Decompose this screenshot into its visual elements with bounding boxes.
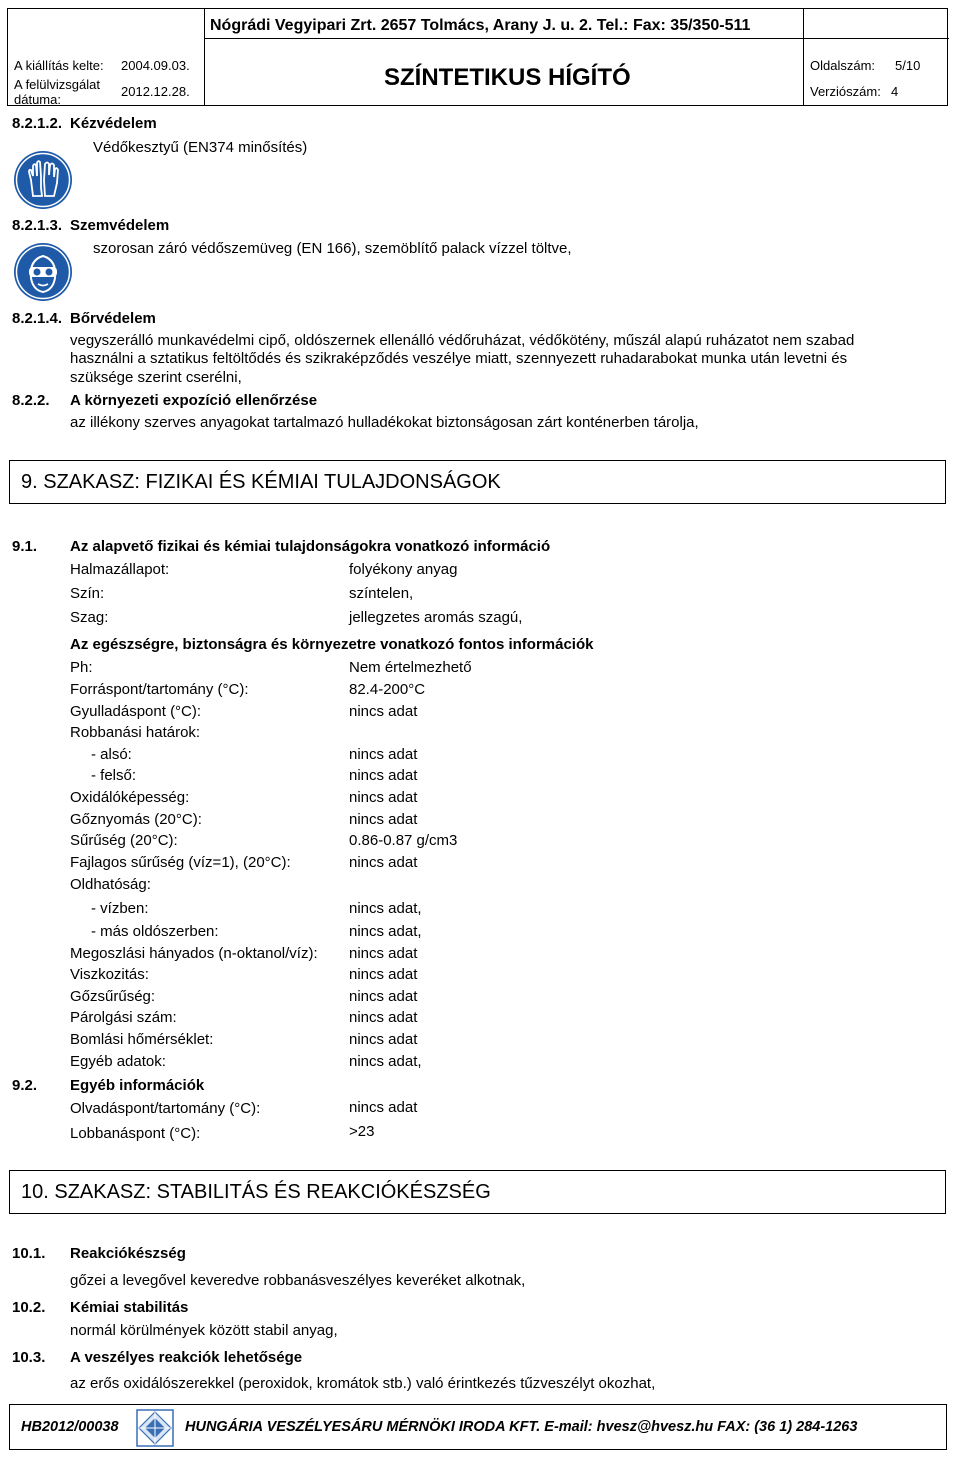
property-label: Gőznyomás (20°C):	[70, 811, 202, 828]
section-heading-text: 9. SZAKASZ: FIZIKAI ÉS KÉMIAI TULAJDONSÁGOK	[21, 471, 501, 493]
section-title: Kézvédelem	[70, 115, 157, 132]
product-title: SZÍNTETIKUS HÍGÍTÓ	[384, 64, 631, 91]
property-label: Megoszlási hányados (n-oktanol/víz):	[70, 945, 318, 962]
section-number: 9.2.	[12, 1077, 38, 1094]
property-value: nincs adat,	[349, 1053, 422, 1070]
document-code: HB2012/00038	[21, 1419, 119, 1435]
subheading: Az egészségre, biztonságra és környezetre vonatkozó fontos információk	[70, 636, 594, 653]
version-label: Verziószám:	[810, 84, 881, 99]
page-number-label: Oldalszám:	[810, 58, 876, 73]
company-line: Nógrádi Vegyipari Zrt. 2657 Tolmács, Arany J. u. 2. Tel.: Fax: 35/350-511	[210, 17, 751, 34]
property-label: Halmazállapot:	[70, 561, 170, 578]
page-number: 5/10	[895, 58, 921, 73]
header-divider	[204, 38, 949, 39]
property-label: Sűrűség (20°C):	[70, 832, 178, 849]
safety-goggles-icon	[13, 242, 73, 302]
review-date-label: A felülvizsgálat	[14, 77, 100, 92]
version-number: 4	[891, 84, 899, 99]
property-label: Robbanási határok:	[70, 724, 201, 741]
property-label: Oxidálóképesség:	[70, 789, 190, 806]
gloves-icon	[13, 150, 73, 210]
header-divider	[204, 9, 205, 105]
section-heading-text: 10. SZAKASZ: STABILITÁS ÉS REAKCIÓKÉSZSÉG	[21, 1181, 491, 1203]
section-number: 10.3.	[12, 1349, 46, 1366]
property-value: nincs adat	[349, 988, 418, 1005]
header-divider	[803, 9, 804, 105]
property-label: Gőzsűrűség:	[70, 988, 156, 1005]
issue-date: 2004.09.03.	[121, 58, 190, 73]
property-value: nincs adat	[349, 1031, 418, 1048]
section-title: Az alapvető fizikai és kémiai tulajdonságokra vonatkozó információ	[70, 538, 551, 555]
section-title: Kémiai stabilitás	[70, 1299, 189, 1316]
property-value: színtelen,	[349, 585, 414, 602]
section-title: Bőrvédelem	[70, 310, 156, 327]
paragraph-line: az illékony szerves anyagokat tartalmazó hulladékokat biztonságosan zárt konténerben tárolja,	[70, 414, 699, 431]
property-label: - vízben:	[91, 900, 149, 917]
paragraph-line: gőzei a levegővel keveredve robbanásveszélyes keveréket alkotnak,	[70, 1272, 526, 1289]
property-value: nincs adat,	[349, 923, 422, 940]
property-label: Oldhatóság:	[70, 876, 151, 893]
property-value: >23	[349, 1123, 375, 1140]
property-label: Ph:	[70, 659, 93, 676]
property-value: 0.86-0.87 g/cm3	[349, 832, 458, 849]
issue-date-label: A kiállítás kelte:	[14, 58, 104, 73]
property-value: jellegzetes aromás szagú,	[349, 609, 523, 626]
section-number: 9.1.	[12, 538, 38, 555]
property-value: nincs adat	[349, 789, 418, 806]
section-number: 10.2.	[12, 1299, 46, 1316]
paragraph-line: normál körülmények között stabil anyag,	[70, 1322, 338, 1339]
section-number: 8.2.1.4.	[12, 310, 63, 327]
property-label: Szín:	[70, 585, 105, 602]
property-label: Bomlási hőmérséklet:	[70, 1031, 214, 1048]
property-value: Nem értelmezhető	[349, 659, 472, 676]
section-title: Egyéb információk	[70, 1077, 205, 1094]
property-value: nincs adat	[349, 1009, 418, 1026]
document-footer	[9, 1404, 947, 1450]
section-number: 10.1.	[12, 1245, 46, 1262]
property-label: Viszkozitás:	[70, 966, 149, 983]
property-label: Egyéb adatok:	[70, 1053, 166, 1070]
footer-company-info: HUNGÁRIA VESZÉLYESÁRU MÉRNÖKI IRODA KFT. E-mail: hvesz@hvesz.hu FAX: (36 1) 284-1263	[185, 1419, 858, 1435]
property-label: Párolgási szám:	[70, 1009, 177, 1026]
property-label: Szag:	[70, 609, 109, 626]
property-label: - alsó:	[91, 746, 132, 763]
property-label: Gyulladáspont (°C):	[70, 703, 202, 720]
company-logo-icon	[135, 1408, 175, 1448]
hand-protection-text: Védőkesztyű (EN374 minősítés)	[93, 139, 308, 156]
property-value: nincs adat	[349, 767, 418, 784]
property-label: - felső:	[91, 767, 137, 784]
review-date-label: dátuma:	[14, 92, 61, 107]
property-label: - más oldószerben:	[91, 923, 219, 940]
paragraph-line: az erős oxidálószerekkel (peroxidok, kromátok stb.) való érintkezés tűzveszélyt okozhat,	[70, 1375, 656, 1392]
property-label: Fajlagos sűrűség (víz=1), (20°C):	[70, 854, 291, 871]
paragraph-line: használni a sztatikus feltöltődés és szikraképződés veszélye miatt, szennyezett ruhadarabokat munka után levetni és	[70, 350, 848, 367]
section-number: 8.2.2.	[12, 392, 50, 409]
property-value: folyékony anyag	[349, 561, 458, 578]
property-value: nincs adat	[349, 945, 418, 962]
paragraph-line: szüksége szerint cserélni,	[70, 369, 242, 386]
section-title: Reakciókészség	[70, 1245, 186, 1262]
property-value: nincs adat	[349, 703, 418, 720]
review-date: 2012.12.28.	[121, 84, 190, 99]
property-value: nincs adat	[349, 966, 418, 983]
property-label: Olvadáspont/tartomány (°C):	[70, 1100, 261, 1117]
property-value: nincs adat	[349, 811, 418, 828]
property-value: 82.4-200°C	[349, 681, 426, 698]
section-9-heading	[9, 460, 946, 504]
section-title: A veszélyes reakciók lehetősége	[70, 1349, 303, 1366]
section-title: A környezeti expozíció ellenőrzése	[70, 392, 318, 409]
property-value: nincs adat,	[349, 900, 422, 917]
property-value: nincs adat	[349, 746, 418, 763]
paragraph-line: vegyszerálló munkavédelmi cipő, oldószernek ellenálló védőruházat, védőkötény, műszál alapú ruházatot nem szabad	[70, 332, 855, 349]
section-number: 8.2.1.2.	[12, 115, 63, 132]
section-10-heading	[9, 1170, 946, 1214]
section-title: Szemvédelem	[70, 217, 170, 234]
property-label: Lobbanáspont (°C):	[70, 1125, 201, 1142]
property-value: nincs adat	[349, 1099, 418, 1116]
section-number: 8.2.1.3.	[12, 217, 63, 234]
eye-protection-text: szorosan záró védőszemüveg (EN 166), szemöblítő palack vízzel töltve,	[93, 240, 572, 257]
property-value: nincs adat	[349, 854, 418, 871]
property-label: Forráspont/tartomány (°C):	[70, 681, 249, 698]
